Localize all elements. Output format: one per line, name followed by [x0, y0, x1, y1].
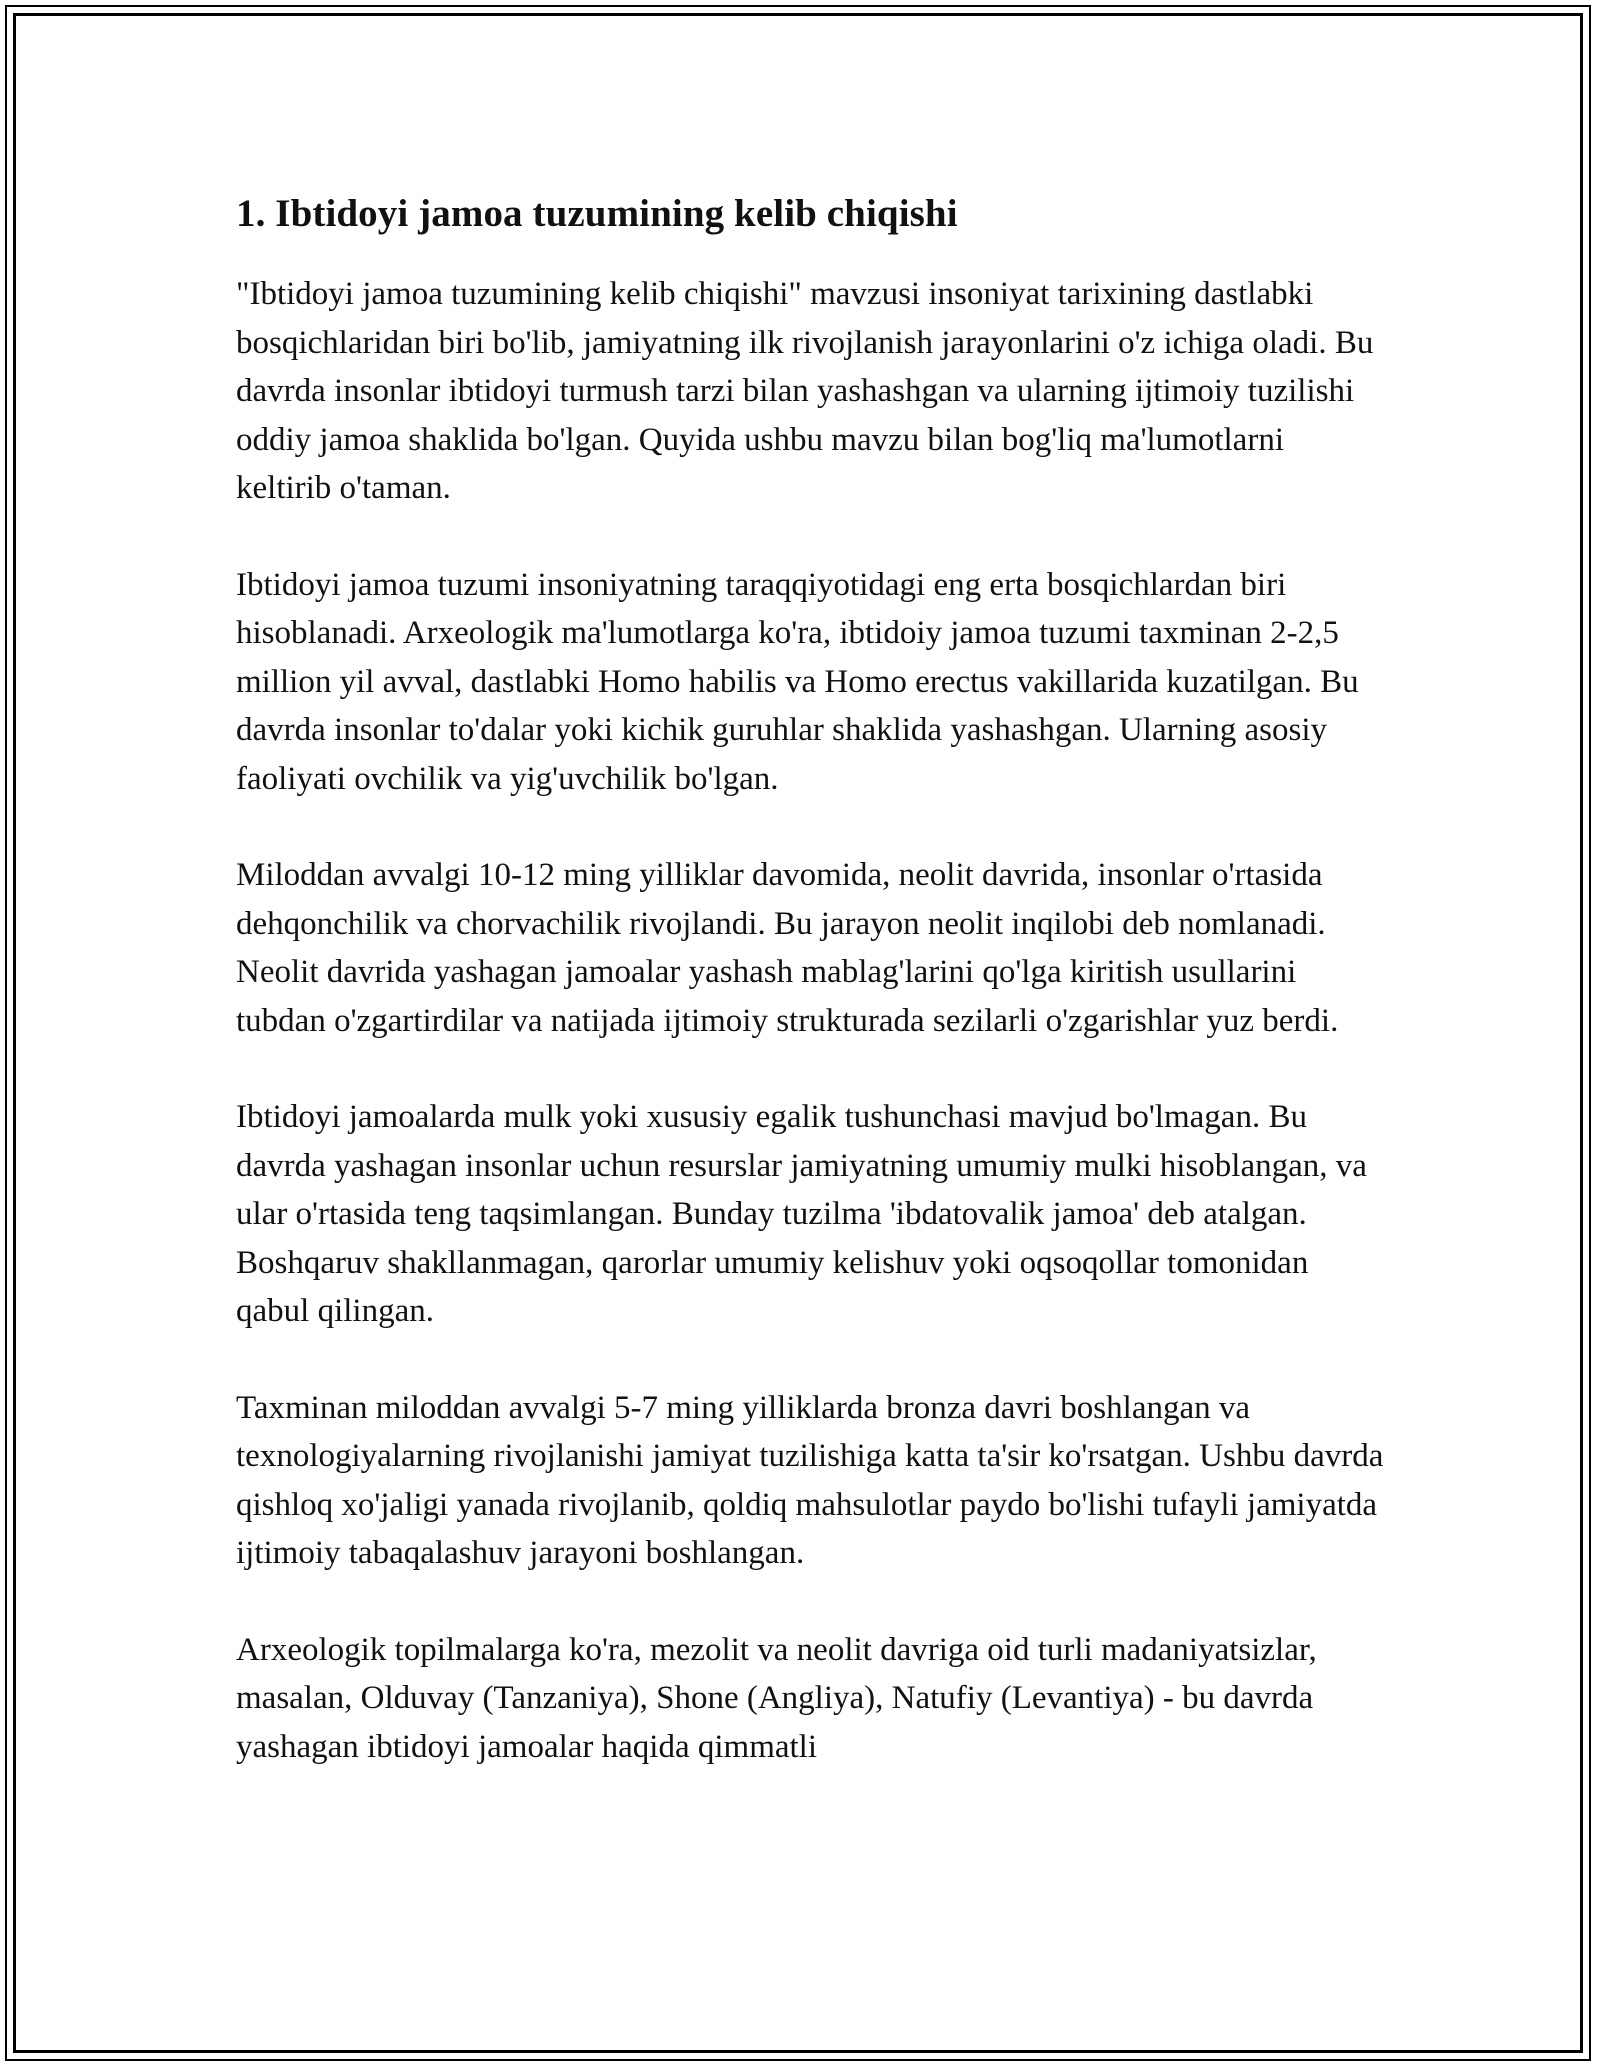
paragraph-neolithic: Miloddan avvalgi 10-12 ming yilliklar davomida, neolit davrida, insonlar o'rtasida dehqonchilik va chorvachilik rivojlandi. Bu jarayon neolit inqilobi deb nomlanadi. Neolit davrida yashagan jamoalar yashash mablag'larini qo'lga kiritish usullarini tubdan o'zgartirdilar va natijada ijtimoiy strukturada sezilarli o'zgarishlar yuz berdi.	[236, 857, 1339, 1039]
paragraph-early-stage: Ibtidoyi jamoa tuzumi insoniyatning taraqqiyotidagi eng erta bosqichlardan biri hisoblanadi. Arxeologik ma'lumotlarga ko'ra, ibtidoiy jamoa tuzumi taxminan 2-2,5 million yil avval, dastlabki Homo habilis va Homo erectus vakillarida kuzatilgan. Bu davrda insonlar to'dalar yoki kichik guruhlar shaklida yashashgan. Ularning asosiy faoliyati ovchilik va yig'uvchilik bo'lgan.	[236, 566, 1359, 797]
paragraph-intro: "Ibtidoyi jamoa tuzumining kelib chiqishi" mavzusi insoniyat tarixining dastlabki bosqichlaridan biri bo'lib, jamiyatning ilk rivojlanish jarayonlarini o'z ichiga oladi. Bu davrda insonlar ibtidoyi turmush tarzi bilan yashashgan va ularning ijtimoiy tuzilishi oddiy jamoa shaklida bo'lgan. Quyida ushbu mavzu bilan bog'liq ma'lumotlarni keltirib o'taman.	[236, 276, 1374, 506]
paragraph-bronze-age: Taxminan miloddan avvalgi 5-7 ming yilliklarda bronza davri boshlangan va texnologiyalarning rivojlanishi jamiyat tuzilishiga katta ta'sir ko'rsatgan. Ushbu davrda qishloq xo'jaligi yanada rivojlanib, qoldiq mahsulotlar paydo bo'lishi tufayli jamiyatda ijtimoiy tabaqalashuv jarayoni boshlangan.	[236, 1389, 1384, 1571]
section-heading: 1. Ibtidoyi jamoa tuzumining kelib chiqishi	[236, 192, 958, 235]
paragraph-archaeology: Arxeologik topilmalarga ko'ra, mezolit va neolit davriga oid turli madaniyatsizlar, masalan, Olduvay (Tanzaniya), Shone (Angliya), Natufiy (Levantiya) - bu davrda yashagan ibtidoyi jamoalar haqida qimmatli	[236, 1631, 1317, 1765]
paragraph-property: Ibtidoyi jamoalarda mulk yoki xususiy egalik tushunchasi mavjud bo'lmagan. Bu davrda yashagan insonlar uchun resurslar jamiyatning umumiy mulki hisoblangan, va ular o'rtasida teng taqsimlangan. Bunday tuzilma 'ibdatovalik jamoa' deb atalgan. Boshqaruv shakllanmagan, qarorlar umumiy kelishuv yoki oqsoqollar tomonidan qabul qilingan.	[236, 1099, 1367, 1329]
document-body	[236, 186, 1386, 1819]
